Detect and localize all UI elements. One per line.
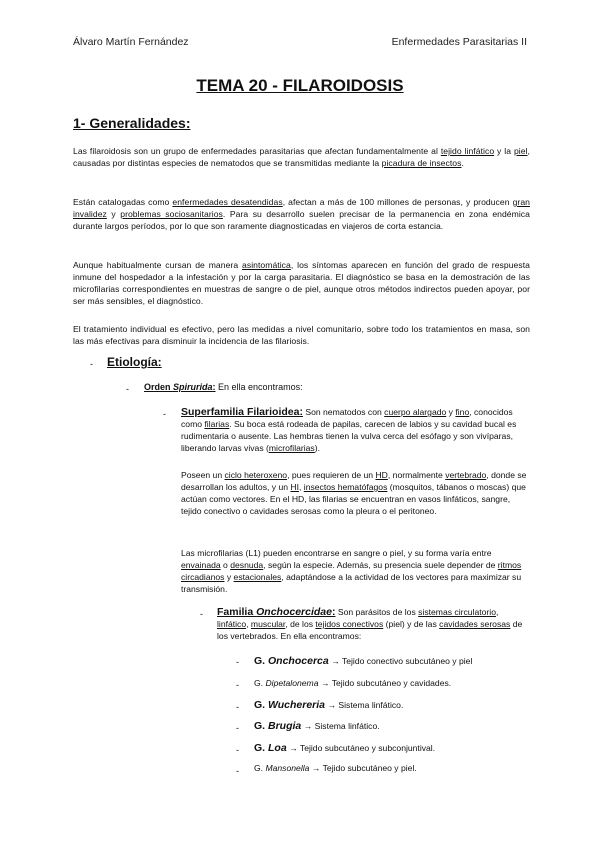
- header-author: Álvaro Martín Fernández: [73, 36, 189, 48]
- genus-item: G. Dipetalonema → Tejido subcutáneo y cavidades.: [254, 678, 452, 688]
- bullet-dash: -: [236, 766, 239, 776]
- orden-spirurida: Orden Spirurida: En ella encontramos:: [144, 382, 303, 392]
- genus-item: G. Loa → Tejido subcutáneo y subconjuntival.: [254, 742, 436, 754]
- bullet-dash: -: [200, 609, 203, 619]
- section-heading-etiologia: Etiología:: [107, 355, 162, 369]
- genus-item: G. Brugia → Sistema linfático.: [254, 720, 380, 732]
- section-heading-generalidades: 1- Generalidades:: [73, 115, 191, 131]
- paragraph-1: Las filaroidosis son un grupo de enfermedades parasitarias que afectan fundamentalmente al tejido linfático y la piel, causadas por distintas especies de nematodos que se transmitidas mediante la picadura de insectos.: [73, 146, 530, 168]
- superfamilia-paragraph-3: Las microfilarias (L1) pueden encontrarse en sangre o piel, y su forma varía entre envainada o desnuda, según la especie. Además, su presencia suele depender de ritmos circadianos y estacionales, adaptándose a la actividad de los vectores para maximizar su transmisión.: [181, 548, 522, 594]
- genus-item: G. Wuchereria → Sistema linfático.: [254, 699, 404, 711]
- bullet-dash: -: [236, 702, 239, 712]
- paragraph-2: Están catalogadas como enfermedades desatendidas, afectan a más de 100 millones de personas, y producen gran invalidez y problemas sociosanitarios. Para su desarrollo suelen precisar de la permanencia en zona endémica durante largos períodos, por lo que son raramente diagnosticadas en viajeros de corta estancia.: [73, 197, 530, 231]
- genus-item: G. Mansonella → Tejido subcutáneo y piel.: [254, 763, 417, 773]
- bullet-dash: -: [236, 680, 239, 690]
- page-title: TEMA 20 - FILAROIDOSIS: [196, 76, 404, 95]
- bullet-dash: -: [163, 409, 166, 419]
- familia-onchocercidae: Familia Onchocercidae: Son parásitos de los sistemas circulatorio, linfático, muscular, de los tejidos conectivos (piel) y de las cavidades serosas de los vertebrados. En ella encontramos:: [217, 606, 523, 641]
- paragraph-4: El tratamiento individual es efectivo, pero las medidas a nivel comunitario, sobre todo los tratamientos en masa, son las más efectivas para disminuir la incidencia de las filariosis.: [73, 324, 530, 346]
- bullet-dash: -: [236, 657, 239, 667]
- bullet-dash: -: [90, 359, 93, 369]
- superfamilia-paragraph-1: Superfamilia Filarioidea: Son nematodos con cuerpo alargado y fino, conocidos como filarias. Su boca está rodeada de papilas, carecen de labios y su cavidad bucal es rudimentaria o ausente. Las hembras tienen la vulva cerca del esófago y son vivíparas, liberando larvas vivas (microfilarias).: [181, 406, 517, 453]
- genus-item: G. Onchocerca → Tejido conectivo subcutáneo y piel: [254, 655, 473, 667]
- header-subject: Enfermedades Parasitarias II: [391, 36, 527, 48]
- paragraph-3: Aunque habitualmente cursan de manera asintomática, los síntomas aparecen en función del grado de respuesta inmune del hospedador a la infestación y por la carga parasitaria. El diagnóstico se basa en la demostración de las microfilarias correspondientes en muestras de sangre o de piel, aunque otros métodos indirectos pueden apoyar, por ser más sensibles, el diagnóstico.: [73, 260, 530, 306]
- bullet-dash: -: [126, 384, 129, 394]
- bullet-dash: -: [236, 723, 239, 733]
- bullet-dash: -: [236, 745, 239, 755]
- superfamilia-paragraph-2: Poseen un ciclo heteroxeno, pues requieren de un HD, normalmente vertebrado, donde se desarrollan los adultos, y un HI, insectos hematófagos (mosquitos, tábanos o moscas) que actúan como vectores. En el HD, las filarias se encuentran en vasos linfáticos, sangre, tejido conectivo o cavidades serosas como la pleura o el peritoneo.: [181, 470, 527, 516]
